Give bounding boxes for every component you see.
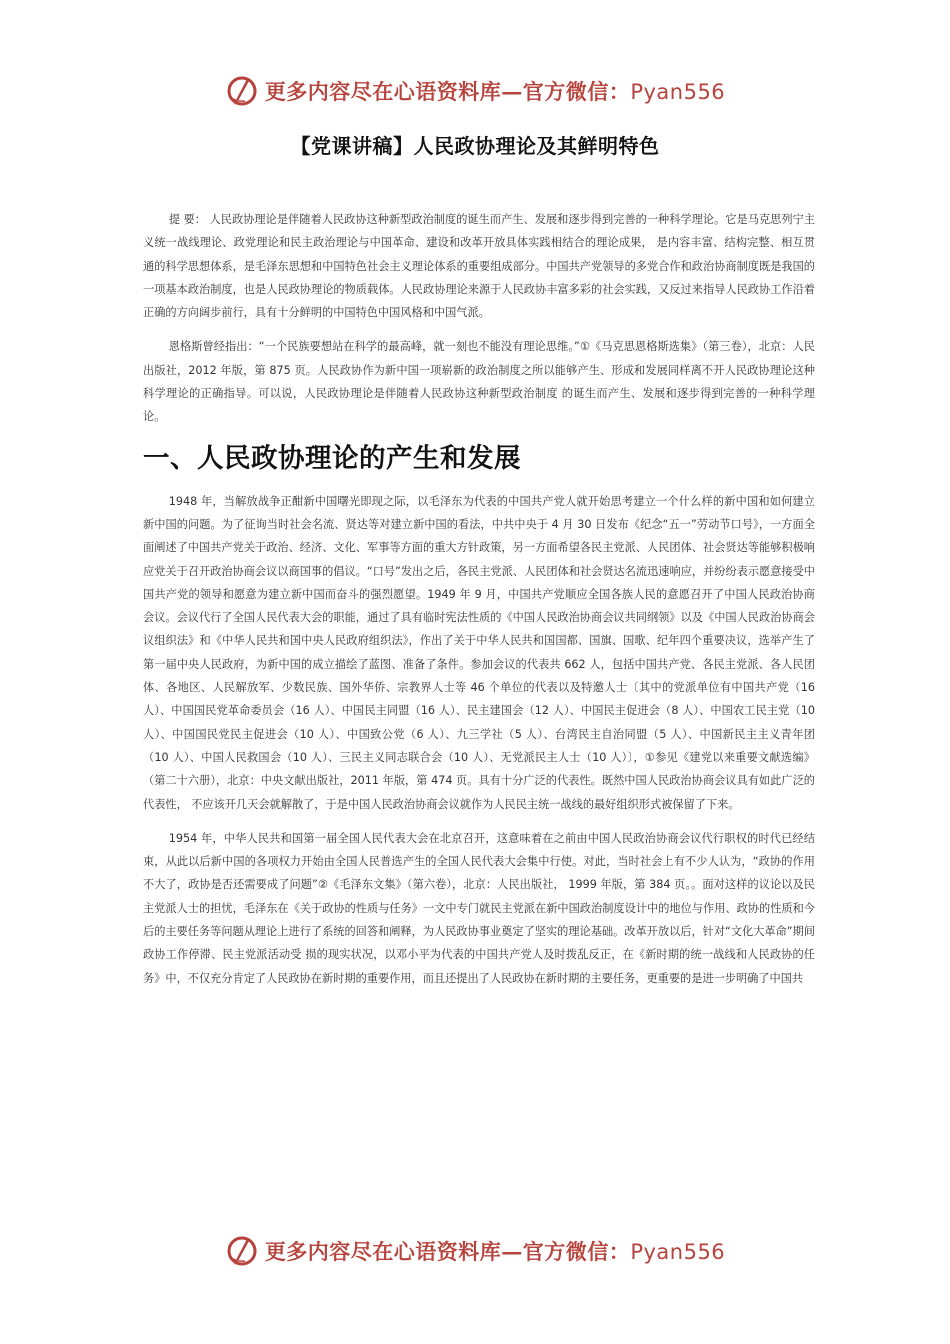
body-paragraph: 1948 年，当解放战争正酣新中国曙光即现之际，以毛泽东为代表的中国共产党人就开始思考建立一个什么样的新中国和如何建立新中国的问题。为了征询当时社会名流、贤达等对建立新中国的看法，中共中央于 4 月 30 日发布《纪念“五一”劳动节口号》，一方面全面阐述了中国共产党关于政治、经济、文化、军事等方面的重大方针政策，另一方面希望各民主党派、人民团体、社会贤达等能够积极响应党关于召开政治协商会议以商国事的倡议。“口号”发出之后，各民主党派、人民团体和社会贤达名流迅速响应，并纷纷表示愿意接受中国共产党的领导和愿意为建立新中国而奋斗的强烈愿望。1949 年 9 月，中国共产党顺应全国各族人民的意愿召开了中国人民政治协商会议。会议代行了全国人民代表大会的职能，通过了具有临时宪法性质的《中国人民政治协商会议共同纲领》以及《中国人民政治协商会议组织法》和《中华人民共和国中央人民政府组织法》，作出了关于中华人民共和国国都、国旗、国歌、纪年四个重要决议，选举产生了第一届中央人民政府，为新中国的成立描绘了蓝图、准备了条件。参加会议的代表共 662 人，包括中国共产党、各民主党派、各人民团体、各地区、人民解放军、少数民族、国外华侨、宗教界人士等 46 个单位的代表以及特邀人士〔其中的党派单位有中国共产党（16 人）、中国国民党革命委员会（16 人）、中国民主同盟（16 人）、民主建国会（12 人）、中国民主促进会（8 人）、中国农工民主党（10 人）、中国国民党民主促进会（10 人）、中国致公党（6 人）、九三学社（5 人）、台湾民主自治同盟（5 人）、中国新民主主义青年团（10 人）、中国人民救国会（10 人）、三民主义同志联合会（10 人）、无党派民主人士（10 人）〕，①参见《建党以来重要文献选编》（第二十六册），北京：中央文献出版社，2011 年版，第 474 页。具有十分广泛的代表性。既然中国人民政治协商会议具有如此广泛的代表性， 不应该开几天会就解散了，于是中国人民政治协商会议就作为人民民主统一战线的最好组织形式被保留了下来。: [143, 494, 815, 811]
watermark-bottom: [0, 1234, 950, 1268]
pen-logo-icon: [225, 74, 259, 108]
watermark-text: 更多内容尽在心语资料库—官方微信：Pyan556: [264, 79, 726, 104]
document-body: [143, 208, 815, 1001]
section-heading: 一、人民政协理论的产生和发展: [143, 442, 521, 474]
body-paragraph: 1954 年，中华人民共和国第一届全国人民代表大会在北京召开，这意味着在之前由中国人民政治协商会议代行职权的时代已经结束，从此以后新中国的各项权力开始由全国人民普选产生的全国人民代表大会集中行使。对此，当时社会上有不少人认为，“政协的作用不大了，政协是否还需要成了问题”②《毛泽东文集》（第六卷），北京：人民出版社， 1999 年版，第 384 页。。面对这样的议论以及民主党派人士的担忧，毛泽东在《关于政协的性质与任务》一文中专门就民主党派在新中国政治制度设计中的地位与作用、政协的性质和今后的主要任务等问题从理论上进行了系统的回答和阐释，为人民政协事业奠定了坚实的理论基础。改革开放以后，针对“文化大革命”期间政协工作停滞、民主党派活动受 损的现实状况，以邓小平为代表的中国共产党人及时拨乱反正，在《新时期的统一战线和人民政协的任务》中，不仅充分肯定了人民政协在新时期的重要作用，而且还提出了人民政协在新时期的主要任务，更重要的是进一步明确了中国共: [143, 831, 815, 985]
abstract-paragraph: 提 要： 人民政协理论是伴随着人民政协这种新型政治制度的诞生而产生、发展和逐步得到完善的一种科学理论。它是马克思列宁主义统一战线理论、政党理论和民主政治理论与中国革命、建设和改革开放具体实践相结合的理论成果， 是内容丰富、结构完整、相互贯通的科学思想体系，是毛泽东思想和中国特色社会主义理论体系的重要组成部分。中国共产党领导的多党合作和政治协商制度既是我国的一项基本政治制度，也是人民政协理论的物质载体。人民政协理论来源于人民政协丰富多彩的社会实践，又反过来指导人民政协工作沿着正确的方向阔步前行，具有十分鲜明的中国特色中国风格和中国气派。: [143, 213, 815, 320]
document-title: 【党课讲稿】人民政协理论及其鲜明特色: [290, 134, 660, 158]
pen-logo-icon: [225, 1234, 259, 1268]
watermark-text: 更多内容尽在心语资料库—官方微信：Pyan556: [264, 1239, 726, 1264]
intro-paragraph: 恩格斯曾经指出：“一个民族要想站在科学的最高峰，就一刻也不能没有理论思维。”①《马克思恩格斯选集》（第三卷），北京：人民出版社，2012 年版，第 875 页。人民政协作为新中国一项崭新的政治制度之所以能够产生、形成和发展同样离不开人民政协理论这种科学理论的正确指导。可以说，人民政协理论是伴随着人民政协这种新型政治制度 的诞生而产生、发展和逐步得到完善的一种科学理论。: [143, 340, 815, 424]
watermark-top: [0, 74, 950, 108]
